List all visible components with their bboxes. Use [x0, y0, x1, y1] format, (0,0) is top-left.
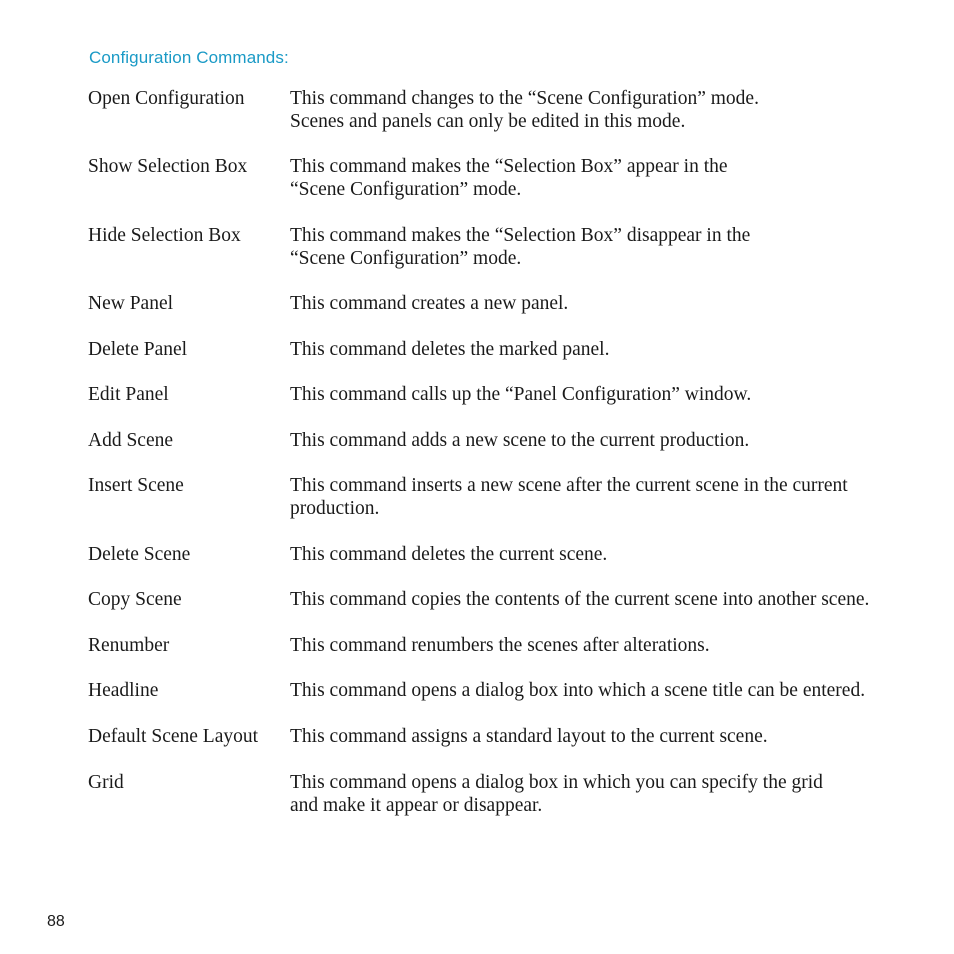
command-description-line: This command deletes the current scene.: [290, 544, 608, 565]
command-name: Delete Scene: [88, 544, 191, 565]
command-name: Default Scene Layout: [88, 726, 259, 747]
command-name: Copy Scene: [88, 589, 182, 610]
command-description-line: This command copies the contents of the current scene into another scene.: [290, 589, 870, 610]
command-description: [290, 772, 920, 817]
command-name: Hide Selection Box: [88, 225, 241, 246]
command-description: [290, 475, 920, 520]
command-description: [290, 339, 920, 362]
command-description: [290, 430, 920, 453]
command-name: Insert Scene: [88, 475, 184, 496]
command-description-line: This command creates a new panel.: [290, 293, 569, 314]
command-description: [290, 726, 920, 749]
command-description: [290, 680, 920, 703]
command-name: Delete Panel: [88, 339, 188, 360]
command-name: New Panel: [88, 293, 174, 314]
command-name: Renumber: [88, 635, 170, 656]
command-description-line: This command deletes the marked panel.: [290, 339, 610, 360]
section-heading: Configuration Commands:: [89, 48, 289, 67]
command-description: [290, 589, 920, 612]
command-name: Headline: [88, 680, 159, 701]
command-name: Edit Panel: [88, 384, 169, 405]
command-description-line: This command makes the “Selection Box” disappear in the: [290, 225, 751, 246]
command-description-line: This command opens a dialog box in which you can specify the grid: [290, 772, 823, 793]
command-description: [290, 156, 920, 201]
command-description-line: “Scene Configuration” mode.: [290, 178, 522, 200]
command-description-line: and make it appear or disappear.: [290, 794, 543, 816]
command-description: [290, 293, 920, 316]
command-description: [290, 544, 920, 567]
command-description-line: This command makes the “Selection Box” appear in the: [290, 156, 728, 177]
page-number: 88: [47, 913, 65, 930]
command-description: [290, 384, 920, 407]
command-description-line: production.: [290, 497, 380, 519]
command-description: [290, 225, 920, 270]
command-description-line: Scenes and panels can only be edited in this mode.: [290, 110, 686, 132]
command-description-line: This command renumbers the scenes after alterations.: [290, 635, 710, 656]
command-description-line: This command inserts a new scene after the current scene in the current: [290, 475, 848, 496]
command-description-line: This command opens a dialog box into which a scene title can be entered.: [290, 680, 866, 701]
command-description: [290, 635, 920, 658]
command-name: Grid: [88, 772, 124, 793]
command-description: [290, 88, 920, 133]
command-description-line: This command adds a new scene to the current production.: [290, 430, 750, 451]
command-description-line: This command assigns a standard layout to the current scene.: [290, 726, 768, 747]
command-name: Show Selection Box: [88, 156, 248, 177]
command-description-line: “Scene Configuration” mode.: [290, 247, 522, 269]
command-description-line: This command changes to the “Scene Configuration” mode.: [290, 88, 759, 109]
command-description-line: This command calls up the “Panel Configuration” window.: [290, 384, 752, 405]
command-name: Add Scene: [88, 430, 174, 451]
command-name: Open Configuration: [88, 88, 245, 109]
